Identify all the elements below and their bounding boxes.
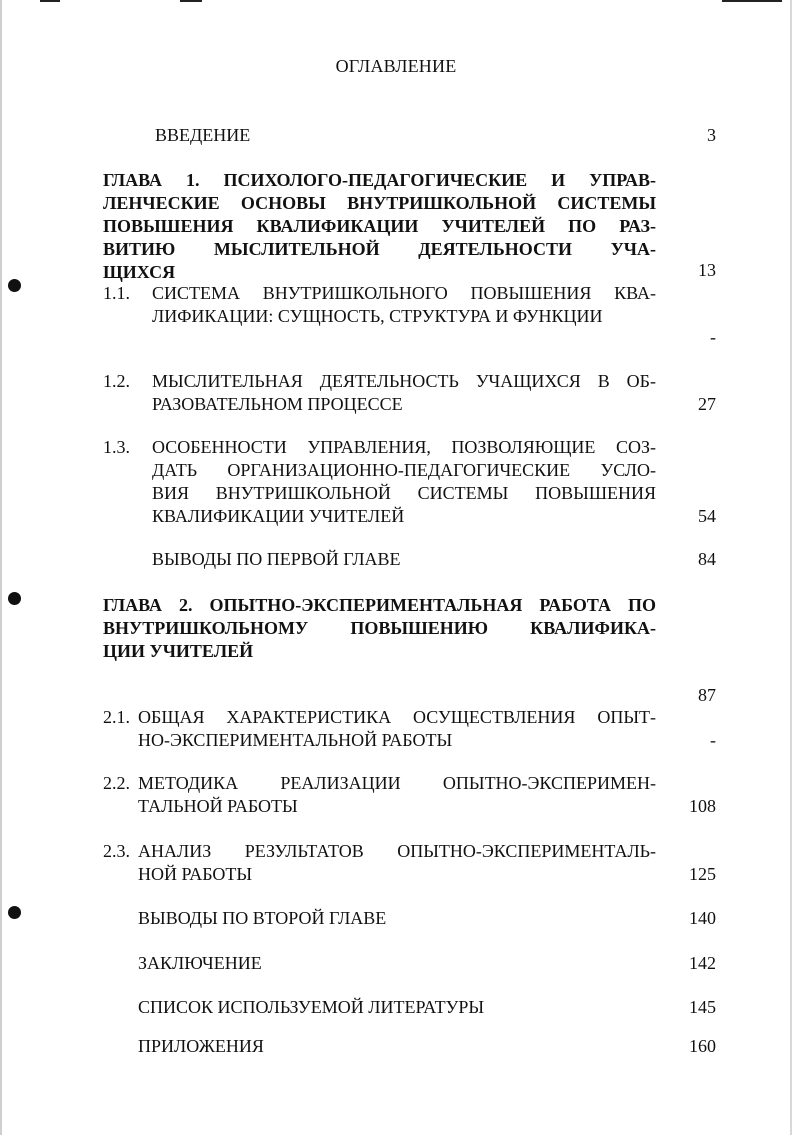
toc-page-number: 108 — [689, 796, 716, 816]
toc-chapter-2 — [103, 594, 656, 664]
toc-entry-label: ЗАКЛЮЧЕНИЕ — [138, 953, 262, 973]
scan-bullet-mark — [8, 279, 21, 292]
section-number: 2.1. — [103, 707, 130, 727]
toc-entry-label: СПИСОК ИСПОЛЬЗУЕМОЙ ЛИТЕРАТУРЫ — [138, 997, 485, 1017]
toc-entry-label: ВВЕДЕНИЕ — [155, 125, 251, 145]
toc-entry-conclusions-2 — [138, 907, 638, 931]
toc-entry-conclusions-1 — [152, 548, 652, 572]
toc-page-number: 145 — [689, 997, 716, 1017]
toc-chapter-1 — [103, 169, 656, 284]
scan-artifact-top-mid — [180, 0, 202, 2]
section-line-3: ВИЯ ВНУТРИШКОЛЬНОЙ СИСТЕМЫ ПОВЫШЕНИЯ — [152, 483, 656, 503]
toc-page-number: 140 — [689, 908, 716, 928]
toc-entry-intro — [155, 124, 675, 148]
section-line-2: НО-ЭКСПЕРИМЕНТАЛЬНОЙ РАБОТЫ — [138, 730, 453, 750]
chapter-2-line-2: ВНУТРИШКОЛЬНОМУ ПОВЫШЕНИЮ КВАЛИФИКА- — [103, 618, 656, 638]
toc-entry-conclusion — [138, 952, 638, 976]
scan-artifact-top-left — [40, 0, 60, 2]
toc-page-number: 84 — [698, 549, 716, 569]
toc-page-number: 27 — [698, 394, 716, 414]
toc-page-number: 54 — [698, 506, 716, 526]
chapter-2-line-1: ГЛАВА 2. ОПЫТНО-ЭКСПЕРИМЕНТАЛЬНАЯ РАБОТА ПО — [103, 595, 656, 615]
toc-entry-label: ВЫВОДЫ ПО ВТОРОЙ ГЛАВЕ — [138, 908, 387, 928]
toc-page-number: 3 — [707, 125, 716, 145]
toc-entry-appendices — [138, 1035, 638, 1059]
chapter-2-line-3: ЦИИ УЧИТЕЛЕЙ — [103, 641, 254, 661]
section-line-1: ОБЩАЯ ХАРАКТЕРИСТИКА ОСУЩЕСТВЛЕНИЯ ОПЫТ- — [138, 707, 656, 727]
scan-bullet-mark — [8, 592, 21, 605]
section-line-2: ДАТЬ ОРГАНИЗАЦИОННО-ПЕДАГОГИЧЕСКИЕ УСЛО- — [152, 460, 656, 480]
toc-section-2-2 — [103, 772, 656, 818]
page-title: ОГЛАВЛЕНИЕ — [335, 56, 457, 76]
section-line-1: МЕТОДИКА РЕАЛИЗАЦИИ ОПЫТНО-ЭКСПЕРИМЕН- — [138, 773, 656, 793]
scan-left-edge — [0, 0, 2, 1135]
toc-page-number: 142 — [689, 953, 716, 973]
toc-page-number: - — [710, 730, 716, 750]
toc-page-number: - — [710, 327, 716, 347]
toc-section-1-1 — [103, 282, 656, 328]
toc-page-number: 125 — [689, 864, 716, 884]
section-line-2: РАЗОВАТЕЛЬНОМ ПРОЦЕССЕ — [152, 394, 403, 414]
chapter-1-line-1: ГЛАВА 1. ПСИХОЛОГО-ПЕДАГОГИЧЕСКИЕ И УПРАВ- — [103, 170, 656, 190]
toc-page-number: 160 — [689, 1036, 716, 1056]
toc-section-2-1 — [103, 706, 656, 752]
section-line-1: ОСОБЕННОСТИ УПРАВЛЕНИЯ, ПОЗВОЛЯЮЩИЕ СОЗ- — [152, 437, 656, 457]
toc-section-1-2 — [103, 370, 656, 416]
toc-section-1-3 — [103, 436, 656, 528]
toc-entry-label: ВЫВОДЫ ПО ПЕРВОЙ ГЛАВЕ — [152, 549, 401, 569]
section-number: 2.2. — [103, 773, 130, 793]
section-number: 2.3. — [103, 841, 130, 861]
section-number: 1.2. — [103, 371, 130, 391]
section-line-2: НОЙ РАБОТЫ — [138, 864, 253, 884]
toc-page-number: 87 — [698, 685, 716, 705]
section-line-1: МЫСЛИТЕЛЬНАЯ ДЕЯТЕЛЬНОСТЬ УЧАЩИХСЯ В ОБ- — [152, 371, 656, 391]
toc-entry-label: ПРИЛОЖЕНИЯ — [138, 1036, 264, 1056]
section-line-4: КВАЛИФИКАЦИИ УЧИТЕЛЕЙ — [152, 506, 405, 526]
toc-page-number: 13 — [698, 260, 716, 280]
chapter-1-line-5: ЩИХСЯ — [103, 262, 176, 282]
chapter-1-line-3: ПОВЫШЕНИЯ КВАЛИФИКАЦИИ УЧИТЕЛЕЙ ПО РАЗ- — [103, 216, 656, 236]
toc-entry-bibliography — [138, 996, 638, 1020]
section-line-2: ТАЛЬНОЙ РАБОТЫ — [138, 796, 298, 816]
section-line-1: АНАЛИЗ РЕЗУЛЬТАТОВ ОПЫТНО-ЭКСПЕРИМЕНТАЛЬ- — [138, 841, 656, 861]
chapter-1-line-2: ЛЕНЧЕСКИЕ ОСНОВЫ ВНУТРИШКОЛЬНОЙ СИСТЕМЫ — [103, 193, 656, 213]
toc-section-2-3 — [103, 840, 656, 886]
scan-artifact-top-right — [722, 0, 782, 2]
chapter-1-line-4: ВИТИЮ МЫСЛИТЕЛЬНОЙ ДЕЯТЕЛЬНОСТИ УЧА- — [103, 239, 656, 259]
scan-bullet-mark — [8, 906, 21, 919]
section-number: 1.1. — [103, 283, 130, 303]
section-line-2: ЛИФИКАЦИИ: СУЩНОСТЬ, СТРУКТУРА И ФУНКЦИИ — [152, 306, 603, 326]
section-number: 1.3. — [103, 437, 130, 457]
section-line-1: СИСТЕМА ВНУТРИШКОЛЬНОГО ПОВЫШЕНИЯ КВА- — [152, 283, 656, 303]
